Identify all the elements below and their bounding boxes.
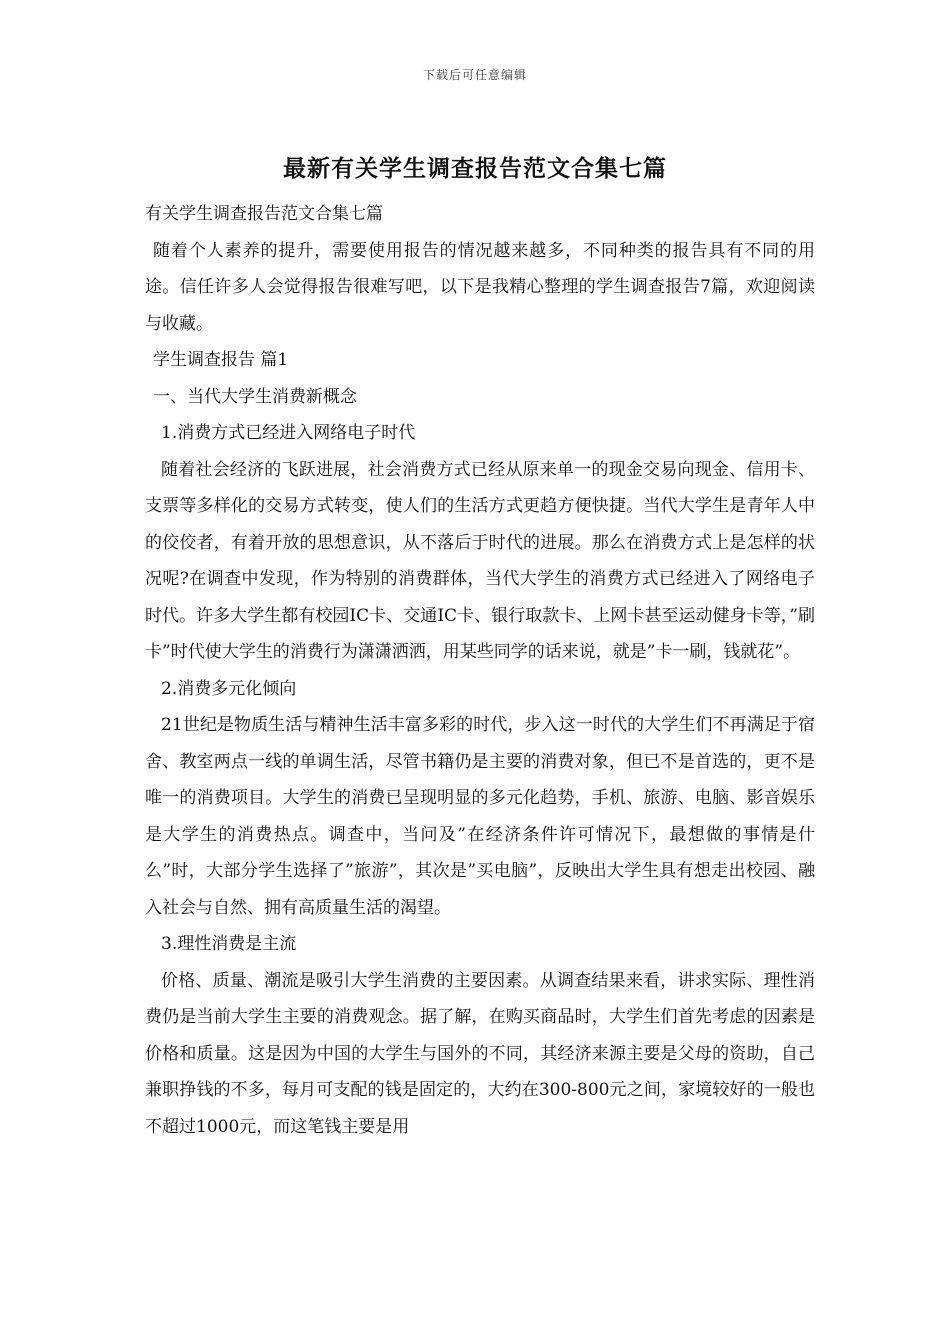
- point-heading: 1.消费方式已经进入网络电子时代: [161, 423, 416, 443]
- report-heading: 学生调查报告 篇1: [153, 350, 289, 370]
- point-heading: 2.消费多元化倾向: [161, 678, 297, 699]
- document-title: 最新有关学生调查报告范文合集七篇: [283, 155, 667, 182]
- point-heading: 3.理性消费是主流: [161, 934, 297, 954]
- page-header-note: 下载后可任意编辑: [422, 68, 527, 82]
- intro-paragraph: 随着个人素养的提升，需要使用报告的情况越来越多，不同种类的报告具有不同的用途。信任许多人会觉得报告很难写吧，以下是我精心整理的学生调查报告7篇，欢迎阅读与收藏。: [145, 240, 815, 334]
- point-paragraph: 价格、质量、潮流是吸引大学生消费的主要因素。从调查结果来看，讲求实际、理性消费仍是当前大学生主要的消费观念。据了解，在购买商品时，大学生们首先考虑的因素是价格和质量。这是因为中国的大学生与国外的不同，其经济来源主要是父母的资助，自己兼职挣钱的不多，每月可支配的钱是固定的，大约在300-800元之间，家境较好的一般也不超过1000元，而这笔钱主要是用: [145, 970, 815, 1137]
- point-paragraph: 随着社会经济的飞跃进展，社会消费方式已经从原来单一的现金交易向现金、信用卡、支票等多样化的交易方式转变，使人们的生活方式更趋方便快捷。当代大学生是青年人中的佼佼者，有着开放的思想意识，从不落后于时代的进展。那么在消费方式上是怎样的状况呢?在调查中发现，作为特别的消费群体，当代大学生的消费方式已经进入了网络电子时代。许多大学生都有校园IC卡、交通IC卡、银行取款卡、上网卡甚至运动健身卡等，”刷卡”时代使大学生的消费行为潇潇洒洒，用某些同学的话来说，就是”卡一刷，钱就花”。: [145, 459, 815, 662]
- document-body: [145, 196, 815, 1145]
- section-heading: 一、当代大学生消费新概念: [153, 386, 357, 407]
- point-paragraph: 21世纪是物质生活与精神生活丰富多彩的时代，步入这一时代的大学生们不再满足于宿舍、教室两点一线的单调生活，尽管书籍仍是主要的消费对象，但已不是首选的，更不是唯一的消费项目。大学生的消费已呈现明显的多元化趋势，手机、旅游、电脑、影音娱乐是大学生的消费热点。调查中，当问及”在经济条件许可情况下，最想做的事情是什么”时，大部分学生选择了”旅游”，其次是”买电脑”，反映出大学生具有想走出校园、融入社会与自然、拥有高质量生活的渴望。: [145, 715, 815, 918]
- document-subtitle: 有关学生调查报告范文合集七篇: [145, 204, 383, 224]
